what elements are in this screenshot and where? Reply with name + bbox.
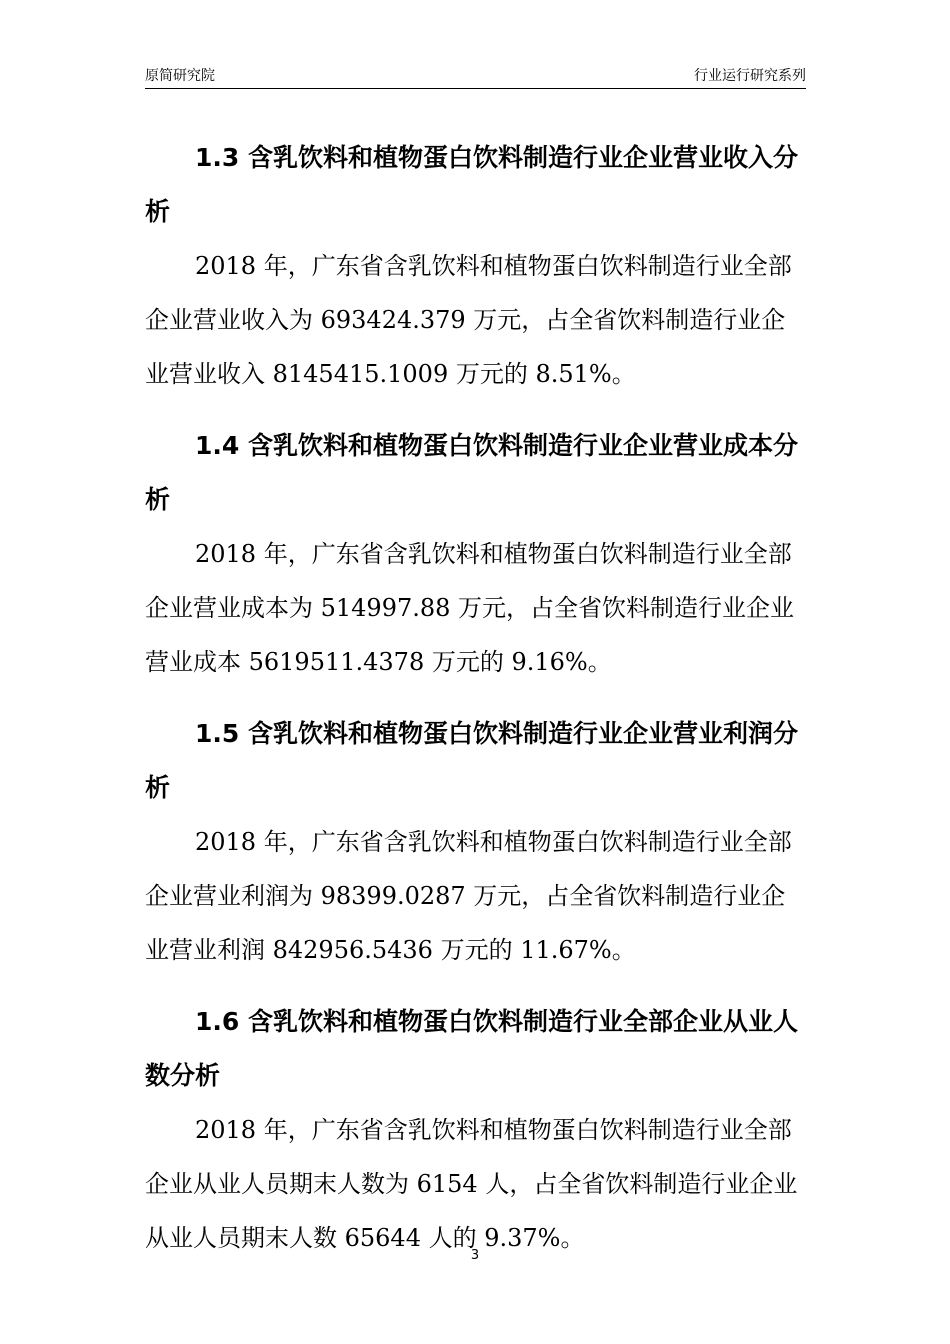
header-series-name: 行业运行研究系列 [694,68,806,84]
section-body-1-3: 2018 年，广东省含乳饮料和植物蛋白饮料制造行业全部企业营业收入为 693424.379 万元，占全省饮料制造行业企业营业收入 8145415.1009 万元的 8.51%。 [145,252,792,388]
section-body-1-6: 2018 年，广东省含乳饮料和植物蛋白饮料制造行业全部企业从业人员期末人数为 6154 人，占全省饮料制造行业企业从业人员期末人数 65644 人的 9.37%。 [145,1116,798,1252]
section-heading-1-5: 1.5 含乳饮料和植物蛋白饮料制造行业企业营业利润分析 [145,719,798,802]
header-org-name: 原简研究院 [145,68,215,84]
section-body-1-4: 2018 年，广东省含乳饮料和植物蛋白饮料制造行业全部企业营业成本为 514997.88 万元，占全省饮料制造行业企业营业成本 5619511.4378 万元的 9.16%。 [145,540,795,676]
section-heading-1-3: 1.3 含乳饮料和植物蛋白饮料制造行业企业营业收入分析 [145,143,798,226]
page-number: 3 [470,1248,480,1263]
page-header [145,62,806,89]
section-heading-1-4: 1.4 含乳饮料和植物蛋白饮料制造行业企业营业成本分析 [145,431,798,514]
document-content [145,131,807,1283]
section-body-1-5: 2018 年，广东省含乳饮料和植物蛋白饮料制造行业全部企业营业利润为 98399.0287 万元，占全省饮料制造行业企业营业利润 842956.5436 万元的 11.67%。 [145,828,792,964]
section-heading-1-6: 1.6 含乳饮料和植物蛋白饮料制造行业全部企业从业人数分析 [145,1007,798,1090]
